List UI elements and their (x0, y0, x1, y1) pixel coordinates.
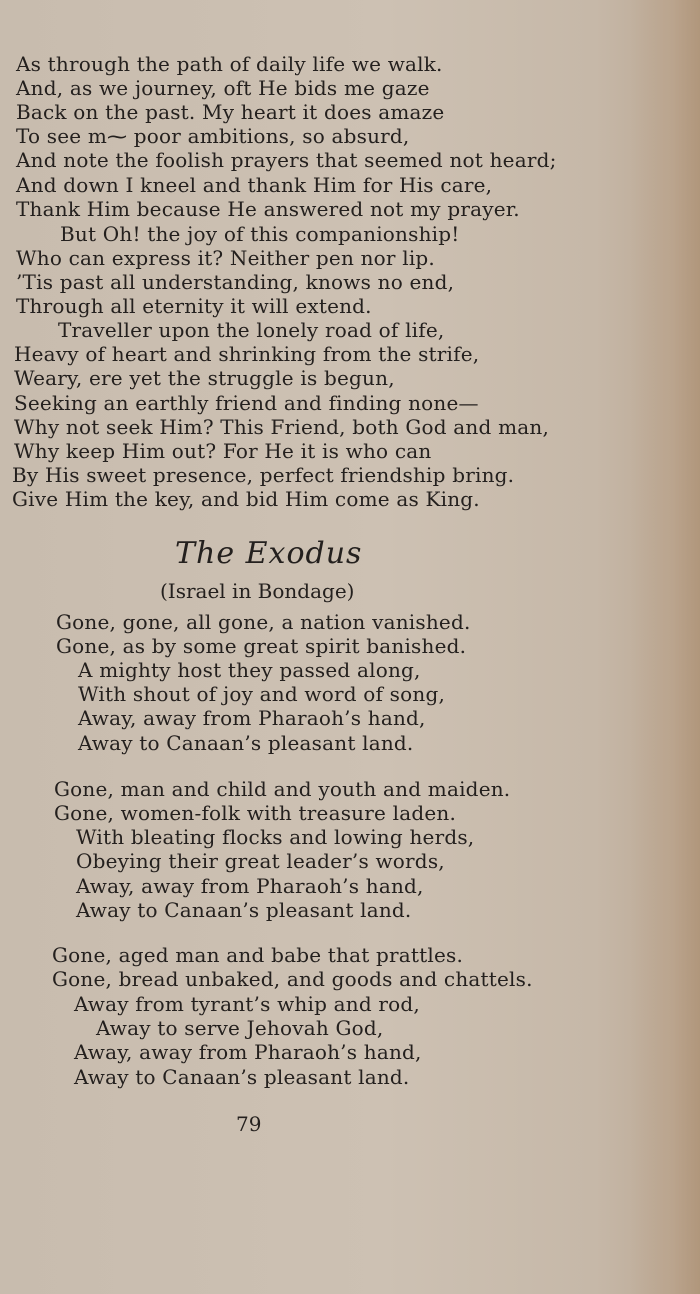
poem-line: And note the foolish prayers that seemed not heard; (16, 148, 557, 172)
stanza-line: Away to Canaan’s pleasant land. (74, 1065, 410, 1089)
page-edge-shading (630, 0, 700, 1294)
poem-line: Thank Him because He answered not my prayer. (16, 197, 520, 221)
stanza-line: Away from tyrant’s whip and rod, (74, 992, 420, 1016)
poem-line: Who can express it? Neither pen nor lip. (16, 246, 435, 270)
stanza-line: Away, away from Pharaoh’s hand, (76, 874, 424, 898)
stanza-line: Gone, man and child and youth and maiden. (54, 777, 511, 801)
stanza-line: Away to Canaan’s pleasant land. (76, 898, 412, 922)
poem-line: Weary, ere yet the struggle is begun, (14, 366, 395, 390)
stanza-line: With bleating flocks and lowing herds, (76, 825, 475, 849)
stanza-line: With shout of joy and word of song, (78, 682, 446, 706)
stanza-line: Gone, as by some great spirit banished. (56, 634, 467, 658)
poem-line: Seeking an earthly friend and finding none— (14, 391, 479, 415)
poem-line: Back on the past. My heart it does amaze (16, 100, 445, 124)
poem-line: And, as we journey, oft He bids me gaze (16, 76, 430, 100)
stanza-line: Away to serve Jehovah God, (96, 1016, 384, 1040)
page-number: 79 (236, 1112, 262, 1136)
poem-line: Why keep Him out? For He it is who can (14, 439, 432, 463)
poem-line: ’Tis past all understanding, knows no end, (16, 270, 455, 294)
stanza-line: Gone, gone, all gone, a nation vanished. (56, 610, 471, 634)
stanza-line: Gone, aged man and babe that prattles. (52, 943, 464, 967)
stanza-line: Obeying their great leader’s words, (76, 849, 445, 873)
stanza-line: Away, away from Pharaoh’s hand, (74, 1040, 422, 1064)
poem-line: Through all eternity it will extend. (16, 294, 372, 318)
poem-line: By His sweet presence, perfect friendship bring. (12, 463, 515, 487)
stanza-line: Gone, women-folk with treasure laden. (54, 801, 457, 825)
poem-line: Why not seek Him? This Friend, both God and man, (14, 415, 550, 439)
poem-title: The Exodus (175, 536, 363, 571)
stanza-line: Gone, bread unbaked, and goods and chattels. (52, 967, 533, 991)
stanza-line: Away, away from Pharaoh’s hand, (78, 706, 426, 730)
poem-line: To see m⁓ poor ambitions, so absurd, (16, 124, 410, 148)
poem-line: Heavy of heart and shrinking from the strife, (14, 342, 480, 366)
stanza-line: Away to Canaan’s pleasant land. (78, 731, 414, 755)
stanza-line: A mighty host they passed along, (78, 658, 421, 682)
poem-line: As through the path of daily life we walk. (16, 52, 443, 76)
poem-line: Traveller upon the lonely road of life, (58, 318, 445, 342)
poem-subtitle: (Israel in Bondage) (160, 579, 355, 603)
poem-line: But Oh! the joy of this companionship! (60, 222, 460, 246)
poem-line: And down I kneel and thank Him for His care, (16, 173, 493, 197)
poem-line: Give Him the key, and bid Him come as King. (12, 487, 480, 511)
